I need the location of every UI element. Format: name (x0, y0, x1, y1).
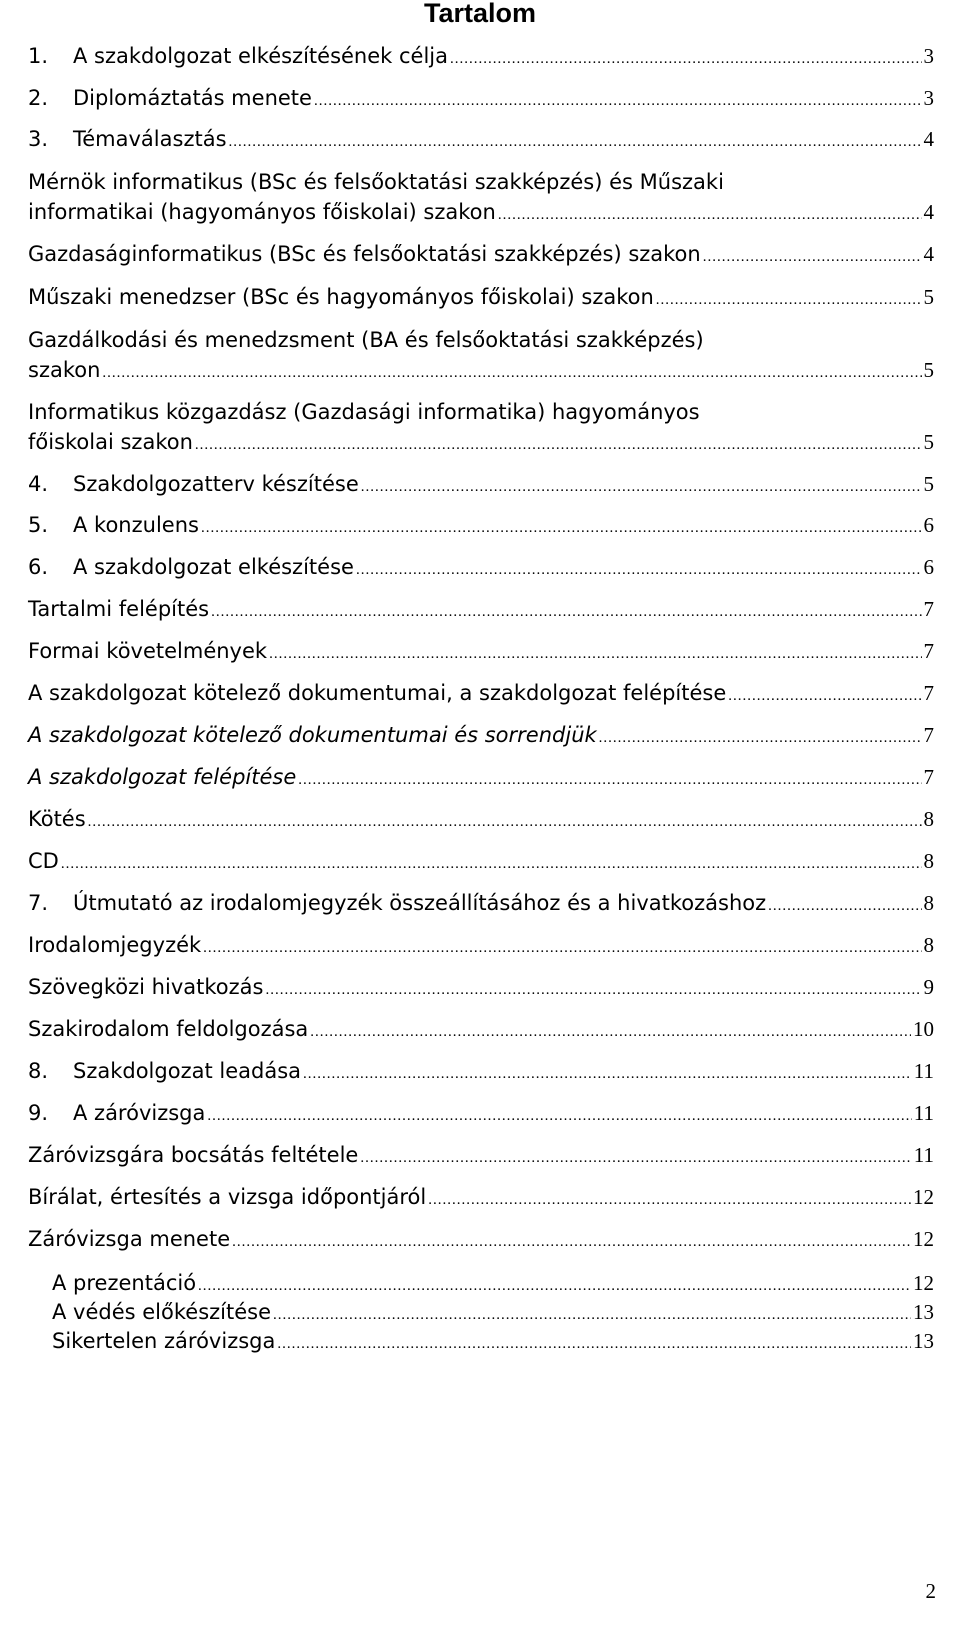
dot-leader (269, 641, 921, 668)
dot-leader (768, 893, 921, 920)
toc-entry-page: 8 (923, 933, 934, 957)
toc-entry-title: A szakdolgozat felépítése (28, 765, 297, 789)
dot-leader (198, 1273, 911, 1300)
toc-entry[interactable] (28, 1016, 934, 1046)
toc-entry-title: Gazdálkodási és menedzsment (BA és felsőoktatási szakképzés) (28, 328, 704, 352)
toc-entry-title: A konzulens (73, 513, 199, 537)
toc-entry-page: 12 (913, 1271, 934, 1295)
toc-entry-page: 9 (923, 975, 934, 999)
toc-entry-number: 3. (28, 127, 49, 151)
toc-entry-title: Irodalomjegyzék (28, 933, 202, 957)
toc-entry-title: Mérnök informatikus (BSc és felsőoktatási szakképzés) és Műszaki (28, 170, 724, 194)
toc-entry-title: Diplomáztatás menete (73, 86, 312, 110)
toc-entry-title: Sikertelen záróvizsga (52, 1329, 276, 1353)
dot-leader (303, 1061, 912, 1088)
toc-entry-first-line[interactable] (28, 327, 934, 354)
toc-entry[interactable] (28, 806, 934, 836)
dot-leader (498, 202, 922, 229)
toc-entry-title: Záróvizsga menete (28, 1227, 231, 1251)
toc-entry-page: 11 (913, 1143, 934, 1167)
toc-entry-title: Műszaki menedzser (BSc és hagyományos főiskolai) szakon (28, 285, 654, 309)
dot-leader (450, 46, 922, 73)
toc-entry-title: A záróvizsga (73, 1101, 206, 1125)
toc-entry[interactable] (28, 680, 934, 710)
toc-entry[interactable] (28, 512, 934, 542)
toc-title: Tartalom (423, 0, 537, 28)
toc-entry[interactable] (28, 126, 934, 156)
toc-entry-page: 13 (913, 1329, 934, 1353)
toc-entry-first-line[interactable] (28, 399, 934, 426)
toc-entry[interactable] (28, 554, 934, 584)
dot-leader (207, 1103, 911, 1130)
toc-entry[interactable] (52, 1299, 934, 1329)
toc-entry[interactable] (28, 199, 934, 229)
dot-leader (361, 474, 922, 501)
toc-entry-number: 4. (28, 472, 49, 496)
toc-entry[interactable] (28, 890, 934, 920)
toc-entry-title: Szakirodalom feldolgozása (28, 1017, 309, 1041)
toc-entry[interactable] (28, 848, 934, 878)
dot-leader (298, 767, 921, 794)
dot-leader (314, 88, 922, 115)
toc-entry-number: 6. (28, 555, 49, 579)
toc-entry[interactable] (28, 241, 934, 271)
toc-entry-page: 4 (923, 200, 934, 224)
toc-entry-page: 10 (913, 1017, 934, 1041)
dot-leader (211, 599, 921, 626)
toc-entry-title: Bírálat, értesítés a vizsga időpontjáról (28, 1185, 427, 1209)
toc-entry-number: 2. (28, 86, 49, 110)
toc-entry[interactable] (28, 974, 934, 1004)
toc-entry-title: Tartalmi felépítés (28, 597, 210, 621)
dot-leader (728, 683, 921, 710)
toc-entry-title: A szakdolgozat kötelező dokumentumai, a szakdolgozat felépítése (28, 681, 727, 705)
toc-entry-number: 9. (28, 1101, 49, 1125)
toc-entry[interactable] (52, 1270, 934, 1300)
toc-entry[interactable] (28, 1058, 934, 1088)
toc-entry-title: szakon (28, 358, 101, 382)
toc-entry[interactable] (28, 429, 934, 459)
dot-leader (428, 1187, 911, 1214)
toc-entry-page: 13 (913, 1300, 934, 1324)
toc-entry-page: 11 (913, 1101, 934, 1125)
toc-entry-number: 7. (28, 891, 49, 915)
toc-entry-title: A szakdolgozat elkészítésének célja (73, 44, 448, 68)
page-number: 2 (925, 1579, 936, 1603)
toc-entry[interactable] (28, 1226, 934, 1256)
toc-entry-page: 4 (923, 127, 934, 151)
toc-entry-number: 5. (28, 513, 49, 537)
toc-entry-title: A prezentáció (52, 1271, 197, 1295)
toc-entry-title: Kötés (28, 807, 86, 831)
toc-entry-page: 6 (923, 513, 934, 537)
toc-entry[interactable] (28, 596, 934, 626)
toc-entry-page: 7 (923, 639, 934, 663)
toc-entry-title: Témaválasztás (73, 127, 227, 151)
toc-entry-page: 3 (923, 44, 934, 68)
toc-entry[interactable] (28, 43, 934, 73)
toc-entry-page: 7 (923, 681, 934, 705)
dot-leader (203, 935, 921, 962)
dot-leader (201, 515, 922, 542)
toc-entry-title: Formai követelmények (28, 639, 268, 663)
dot-leader (356, 557, 922, 584)
toc-entry-page: 8 (923, 849, 934, 873)
toc-entry[interactable] (28, 638, 934, 668)
dot-leader (232, 1229, 911, 1256)
toc-entry[interactable] (52, 1328, 934, 1358)
toc-entry-title: Záróvizsgára bocsátás feltétele (28, 1143, 359, 1167)
toc-entry-title: A védés előkészítése (52, 1300, 272, 1324)
toc-entry[interactable] (28, 357, 934, 387)
toc-entry-page: 7 (923, 597, 934, 621)
toc-entry-page: 5 (923, 358, 934, 382)
toc-entry-page: 12 (913, 1185, 934, 1209)
toc-entry[interactable] (28, 284, 934, 314)
dot-leader (599, 725, 922, 752)
toc-entry-page: 11 (913, 1059, 934, 1083)
dot-leader (310, 1019, 911, 1046)
toc-entry-title: Útmutató az irodalomjegyzék összeállításához és a hivatkozáshoz (73, 891, 767, 915)
toc-entry[interactable] (28, 722, 934, 752)
toc-entry-page: 12 (913, 1227, 934, 1251)
toc-entry-page: 5 (923, 472, 934, 496)
toc-entry-title: Szakdolgozatterv készítése (73, 472, 359, 496)
toc-entry[interactable] (28, 85, 934, 115)
toc-entry[interactable] (28, 1184, 934, 1214)
toc-entry-title: főiskolai szakon (28, 430, 193, 454)
toc-entry-page: 5 (923, 430, 934, 454)
dot-leader (195, 432, 922, 459)
toc-entry-page: 7 (923, 765, 934, 789)
dot-leader (360, 1145, 911, 1172)
dot-leader (61, 851, 922, 878)
toc-entry-page: 4 (923, 242, 934, 266)
toc-entry-title: CD (28, 849, 59, 873)
toc-entry-number: 8. (28, 1059, 49, 1083)
toc-entry-page: 5 (923, 285, 934, 309)
dot-leader (656, 287, 922, 314)
dot-leader (229, 129, 922, 156)
toc-entry[interactable] (28, 1100, 934, 1130)
dot-leader (265, 977, 921, 1004)
toc-entry-title: A szakdolgozat elkészítése (73, 555, 354, 579)
toc-entry-page: 7 (923, 723, 934, 747)
toc-entry[interactable] (28, 764, 934, 794)
toc-entry-first-line[interactable] (28, 169, 934, 196)
dot-leader (703, 244, 922, 271)
toc-entry-title: Szakdolgozat leadása (73, 1059, 302, 1083)
dot-leader (277, 1331, 911, 1358)
dot-leader (273, 1302, 911, 1329)
dot-leader (102, 360, 921, 387)
toc-entry-page: 8 (923, 807, 934, 831)
toc-entry[interactable] (28, 471, 934, 501)
toc-entry-page: 6 (923, 555, 934, 579)
toc-entry[interactable] (28, 932, 934, 962)
toc-entry-title: informatikai (hagyományos főiskolai) szakon (28, 200, 496, 224)
toc-entry[interactable] (28, 1142, 934, 1172)
toc-entry-title: Szövegközi hivatkozás (28, 975, 264, 999)
toc-entry-number: 1. (28, 44, 49, 68)
toc-entry-page: 3 (923, 86, 934, 110)
toc-entry-title: A szakdolgozat kötelező dokumentumai és sorrendjük (28, 723, 597, 747)
toc-entry-title: Gazdaságinformatikus (BSc és felsőoktatási szakképzés) szakon (28, 242, 701, 266)
dot-leader (88, 809, 922, 836)
toc-entry-title: Informatikus közgazdász (Gazdasági informatika) hagyományos (28, 400, 700, 424)
toc-entry-page: 8 (923, 891, 934, 915)
